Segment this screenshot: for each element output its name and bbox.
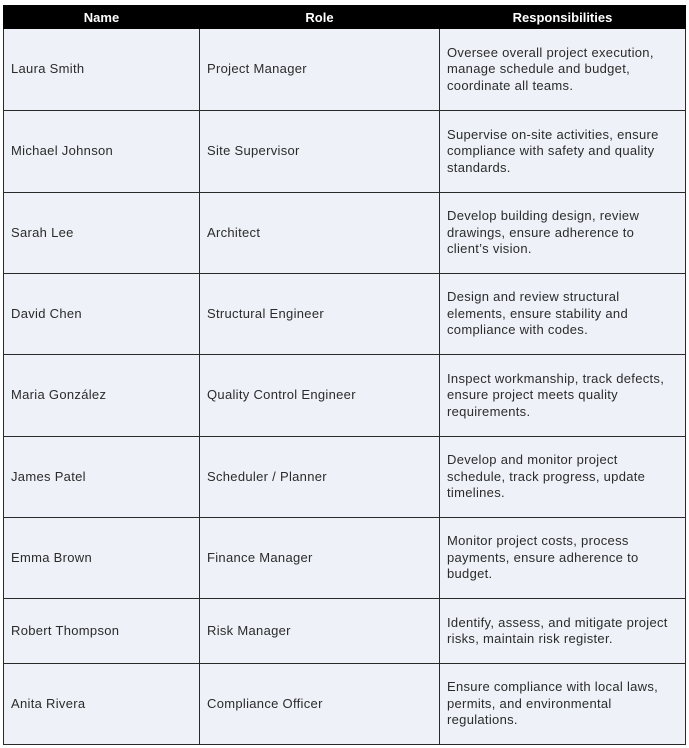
cell-name: Robert Thompson <box>4 599 200 664</box>
table-row <box>4 355 686 437</box>
cell-role: Finance Manager <box>200 518 440 599</box>
cell-role: Site Supervisor <box>200 111 440 193</box>
cell-name: Maria González <box>4 355 200 437</box>
roles-table <box>3 5 686 745</box>
cell-responsibilities: Develop and monitor project schedule, track progress, update timelines. <box>440 437 686 518</box>
cell-responsibilities: Identify, assess, and mitigate project risks, maintain risk register. <box>440 599 686 664</box>
cell-responsibilities: Oversee overall project execution, manage schedule and budget, coordinate all teams. <box>440 29 686 111</box>
table-row <box>4 111 686 193</box>
table-row <box>4 664 686 745</box>
cell-name: David Chen <box>4 274 200 355</box>
cell-role: Risk Manager <box>200 599 440 664</box>
cell-responsibilities: Inspect workmanship, track defects, ensure project meets quality requirements. <box>440 355 686 437</box>
cell-name: James Patel <box>4 437 200 518</box>
header-responsibilities: Responsibilities <box>440 6 686 29</box>
cell-responsibilities: Supervise on-site activities, ensure compliance with safety and quality standards. <box>440 111 686 193</box>
header-name: Name <box>4 6 200 29</box>
table-row <box>4 274 686 355</box>
cell-name: Emma Brown <box>4 518 200 599</box>
table-row <box>4 29 686 111</box>
cell-role: Compliance Officer <box>200 664 440 745</box>
cell-responsibilities: Design and review structural elements, ensure stability and compliance with codes. <box>440 274 686 355</box>
table-row <box>4 437 686 518</box>
cell-responsibilities: Monitor project costs, process payments, ensure adherence to budget. <box>440 518 686 599</box>
header-row <box>4 6 686 29</box>
cell-name: Anita Rivera <box>4 664 200 745</box>
cell-role: Architect <box>200 193 440 274</box>
table-row <box>4 518 686 599</box>
cell-name: Laura Smith <box>4 29 200 111</box>
cell-role: Structural Engineer <box>200 274 440 355</box>
table-row <box>4 599 686 664</box>
cell-responsibilities: Ensure compliance with local laws, permits, and environmental regulations. <box>440 664 686 745</box>
cell-role: Quality Control Engineer <box>200 355 440 437</box>
cell-name: Michael Johnson <box>4 111 200 193</box>
cell-responsibilities: Develop building design, review drawings, ensure adherence to client’s vision. <box>440 193 686 274</box>
cell-role: Project Manager <box>200 29 440 111</box>
table-row <box>4 193 686 274</box>
cell-name: Sarah Lee <box>4 193 200 274</box>
header-role: Role <box>200 6 440 29</box>
cell-role: Scheduler / Planner <box>200 437 440 518</box>
